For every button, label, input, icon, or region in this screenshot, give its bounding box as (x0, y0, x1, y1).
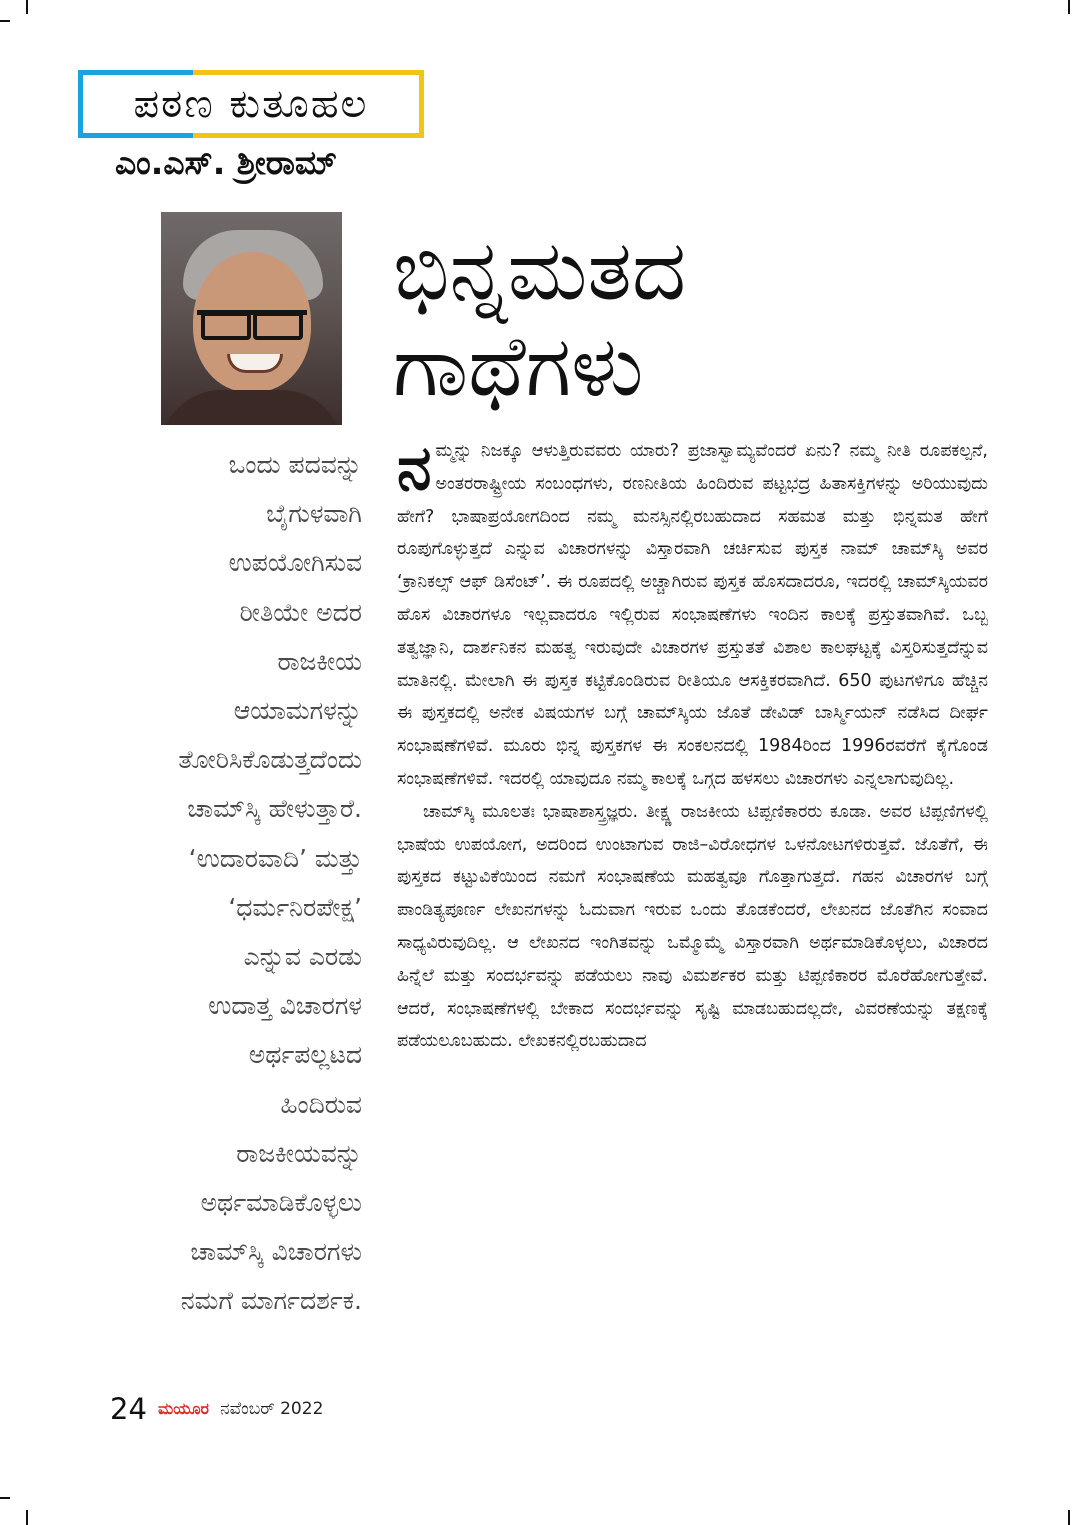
crop-mark (0, 1497, 10, 1499)
pullquote-line: ಉದಾತ್ತ ವಿಚಾರಗಳ (208, 991, 362, 1021)
column-title-badge (78, 70, 424, 138)
issue-date: ನವೆಂಬರ್ 2022 (220, 1399, 324, 1419)
paragraph-text: ಮ್ಮನ್ನು ನಿಜಕ್ಕೂ ಆಳುತ್ತಿರುವವರು ಯಾರು? ಪ್ರಜಾಸ್ವಾಮ್ಯವೆಂದರೆ ಏನು? ನಮ್ಮ ನೀತಿ ರೂಪಕಲ್ಪನೆ, ಅಂತರರಾಷ್ಟ್ರೀಯ ಸಂಬಂಧಗಳು, ರಣನೀತಿಯ ಹಿಂದಿರುವ ಪಟ್ಟಭದ್ರ ಹಿತಾಸಕ್ತಿಗಳನ್ನು ಅರಿಯುವುದು ಹೇಗೆ? ಭಾಷಾಪ್ರಯೋಗದಿಂದ ನಮ್ಮ ಮನಸ್ಸಿನಲ್ಲಿರಬಹುದಾದ ಸಹಮತ ಮತ್ತು ಭಿನ್ನಮತ ಹೇಗೆ ರೂಪುಗೊಳ್ಳುತ್ತದೆ ಎನ್ನುವ ವಿಚಾರಗಳನ್ನು ವಿಸ್ತಾರವಾಗಿ ಚರ್ಚಿಸುವ ಪುಸ್ತಕ ನಾಮ್ ಚಾಮ್‌ಸ್ಕಿ ಅವರ ‘ಕ್ರಾನಿಕಲ್ಸ್ ಆಫ್ ಡಿಸೆಂಟ್’. ಈ ರೂಪದಲ್ಲಿ ಅಚ್ಚಾಗಿರುವ ಪುಸ್ತಕ ಹೊಸದಾದರೂ, ಇದರಲ್ಲಿ ಚಾಮ್‌ಸ್ಕಿಯವರ ಹೊಸ ವಿಚಾರಗಳೂ ಇಲ್ಲವಾದರೂ ಇಲ್ಲಿರುವ ಸಂಭಾಷಣೆಗಳು ಇಂದಿನ ಕಾಲಕ್ಕೆ ಪ್ರಸ್ತುತವಾಗಿವೆ. ಒಬ್ಬ ತತ್ವಜ್ಞಾನಿ, ದಾರ್ಶನಿಕನ ಮಹತ್ವ ಇರುವುದೇ ವಿಚಾರಗಳ ಪ್ರಸ್ತುತತೆ ವಿಶಾಲ ಕಾಲಘಟ್ಟಕ್ಕೆ ವಿಸ್ತರಿಸುತ್ತದೆನ್ನುವ ಮಾತಿನಲ್ಲಿ. ಮೇಲಾಗಿ ಈ ಪುಸ್ತಕ ಕಟ್ಟಿಕೊಂಡಿರುವ ರೀತಿಯೂ ಆಸಕ್ತಿಕರವಾಗಿದೆ. 650 ಪುಟಗಳಿಗೂ ಹೆಚ್ಚಿನ ಈ ಪುಸ್ತಕದಲ್ಲಿ ಅನೇಕ ವಿಷಯಗಳ ಬಗ್ಗೆ ಚಾಮ್‌ಸ್ಕಿಯ ಜೊತೆ ಡೇವಿಡ್ ಬಾರ್ಸ್ಮಿಯನ್ ನಡೆಸಿದ ದೀರ್ಘ ಸಂಭಾಷಣೆಗಳಿವೆ. ಮೂರು ಭಿನ್ನ ಪುಸ್ತಕಗಳ ಈ ಸಂಕಲನದಲ್ಲಿ 1984ರಿಂದ 1996ರವರೆಗೆ ಕೈಗೊಂಡ ಸಂಭಾಷಣೆಗಳಿವೆ. ಇದರಲ್ಲಿ ಯಾವುದೂ ನಮ್ಮ ಕಾಲಕ್ಕೆ ಒಗ್ಗದ ಹಳಸಲು ವಿಚಾರಗಳು ಎನ್ನಲಾಗುವುದಿಲ್ಲ. (397, 441, 988, 789)
pullquote-line: ಆಯಾಮಗಳನ್ನು (233, 696, 362, 726)
pullquote-line: ಉಪಯೋಗಿಸುವ (228, 548, 362, 578)
article-paragraph: ಚಾಮ್‌ಸ್ಕಿ ಮೂಲತಃ ಭಾಷಾಶಾಸ್ತ್ರಜ್ಞರು. ತೀಕ್ಷ್ಣ ರಾಜಕೀಯ ಟಿಪ್ಪಣಿಕಾರರು ಕೂಡಾ. ಅವರ ಟಿಪ್ಪಣಿಗಳಲ್ಲಿ ಭಾಷೆಯ ಉಪಯೋಗ, ಅದರಿಂದ ಉಂಟಾಗುವ ರಾಜಿ–ವಿರೋಧಗಳ ಒಳನೋಟಗಳಿರುತ್ತವೆ. ಜೊತೆಗೆ, ಈ ಪುಸ್ತಕದ ಕಟ್ಟುವಿಕೆಯಿಂದ ನಮಗೆ ಸಂಭಾಷಣೆಯ ಮಹತ್ವವೂ ಗೊತ್ತಾಗುತ್ತದೆ. ಗಹನ ವಿಚಾರಗಳ ಬಗ್ಗೆ ಪಾಂಡಿತ್ಯಪೂರ್ಣ ಲೇಖನಗಳನ್ನು ಓದುವಾಗ ಇರುವ ಒಂದು ತೊಡಕೆಂದರೆ, ಲೇಖನದ ಜೊತೆಗಿನ ಸಂವಾದ ಸಾಧ್ಯವಿರುವುದಿಲ್ಲ. ಆ ಲೇಖನದ ಇಂಗಿತವನ್ನು ಒಮ್ಮೊಮ್ಮೆ ವಿಸ್ತಾರವಾಗಿ ಅರ್ಥಮಾಡಿಕೊಳ್ಳಲು, ವಿಚಾರದ ಹಿನ್ನೆಲೆ ಮತ್ತು ಸಂದರ್ಭವನ್ನು ಪಡೆಯಲು ನಾವು ವಿಮರ್ಶಕರ ಮತ್ತು ಟಿಪ್ಪಣಿಕಾರರ ಮೊರೆಹೋಗುತ್ತೇವೆ. ಆದರೆ, ಸಂಭಾಷಣೆಗಳಲ್ಲಿ ಬೇಕಾದ ಸಂದರ್ಭವನ್ನು ಸೃಷ್ಟಿ ಮಾಡಬಹುದಲ್ಲದೇ, ವಿವರಣೆಯನ್ನು ತಕ್ಷಣಕ್ಕೆ ಪಡೆಯಲೂಬಹುದು. ಲೇಖಕನಲ್ಲಿರಬಹುದಾದ (397, 801, 988, 1052)
pullquote-line: ರೀತಿಯೇ ಅದರ (239, 597, 362, 627)
crop-mark (1068, 1510, 1070, 1525)
article-headline (393, 222, 993, 414)
magazine-name: ಮಯೂರ (158, 1399, 210, 1418)
pullquote-line: ಚಾಮ್‌ಸ್ಕಿ ವಿಚಾರಗಳು (190, 1237, 362, 1267)
drop-cap: ನ (397, 431, 432, 504)
article-paragraph (397, 431, 988, 796)
crop-mark (26, 1510, 28, 1525)
pullquote-line: ರಾಜಕೀಯವನ್ನು (236, 1138, 362, 1168)
pullquote-line: ಚಾಮ್‌ಸ್ಕಿ ಹೇಳುತ್ತಾರೆ. (187, 794, 362, 824)
pull-quote (100, 440, 362, 1326)
author-photo (161, 212, 342, 425)
pullquote-line: ನಮಗೆ ಮಾರ್ಗದರ್ಶಕ. (180, 1286, 362, 1316)
headline-line: ಭಿನ್ನಮತದ (393, 221, 687, 319)
pullquote-line: ಬೈಗುಳವಾಗಿ (266, 499, 362, 529)
article-body (397, 431, 988, 1058)
pullquote-line: ‘ಧರ್ಮನಿರಪೇಕ್ಷ’ (228, 892, 362, 922)
page-number: 24 (110, 1392, 147, 1426)
column-title: ಪಠಣ ಕುತೂಹಲ (133, 81, 369, 127)
pullquote-line: ‘ಉದಾರವಾದಿ’ ಮತ್ತು (188, 843, 362, 873)
pullquote-line: ಹಿಂದಿರುವ (280, 1089, 362, 1119)
pullquote-line: ಎನ್ನುವ ಎರಡು (243, 942, 362, 972)
pullquote-line: ರಾಜಕೀಯ (277, 646, 362, 676)
pullquote-line: ತೋರಿಸಿಕೊಡುತ್ತದೆಂದು (178, 745, 362, 775)
crop-mark (1068, 0, 1070, 14)
author-name: ಎಂ.ಎಸ್. ಶ್ರೀರಾಮ್ (115, 143, 337, 182)
crop-mark (0, 20, 10, 22)
crop-mark (26, 0, 28, 14)
page-footer (110, 1392, 510, 1426)
pullquote-line: ಅರ್ಥಪಲ್ಲಟದ (248, 1040, 362, 1070)
pullquote-line: ಒಂದು ಪದವನ್ನು (228, 450, 362, 479)
pullquote-line: ಅರ್ಥಮಾಡಿಕೊಳ್ಳಲು (200, 1188, 362, 1218)
headline-line: ಗಾಥೆಗಳು (393, 317, 644, 415)
